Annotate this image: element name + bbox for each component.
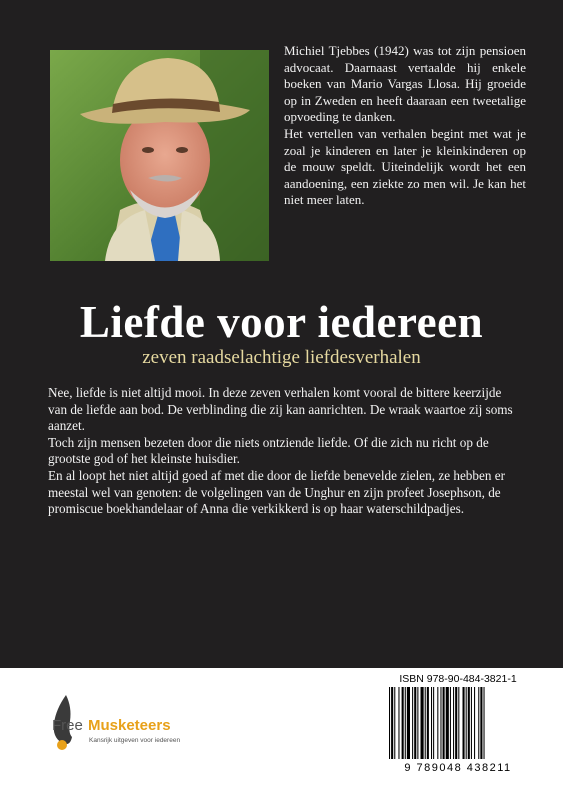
barcode-bar [480,687,482,759]
blurb-paragraph: Toch zijn mensen bezeten door die niets ontziende liefde. Of die zich nu richt op de grootste god of het kleinste huisdier. [48,434,489,467]
barcode-bar [443,687,445,759]
bio-paragraph: Michiel Tjebbes (1942) was tot zijn pensioen advocaat. Daarnaast vertaalde hij enkele boeken van Mario Vargas Llosa. Hij groeide op in Zweden en heeft daaraan een tweetalige opvoeding te danken. [284,43,526,125]
barcode-bar [455,687,457,759]
barcode-bar [414,687,416,759]
isbn-digits: 9 789048 438211 [404,762,512,774]
barcode-bar [458,687,459,759]
isbn-barcode-block [383,673,533,781]
barcode-bar [440,687,441,759]
blurb-paragraph: En al loopt het niet altijd goed af met die door de liefde benevelde zielen, ze hebben er meestal wel van genoten: de volgelingen van de Unghur en zijn profeet Josephson, de promiscue boekhandelaar of Anna die verkikkerd is op haar waterschildpadjes. [48,467,505,517]
barcode-bar [478,687,479,759]
barcode-bar [402,687,404,759]
barcode-bar [433,687,434,759]
barcode-bar [398,687,399,759]
barcode-bar [453,687,454,759]
barcode-bar [468,687,470,759]
barcode-bar [474,687,475,759]
barcode-bar [421,687,424,759]
barcode-bar [391,687,393,759]
barcode-bar [450,687,451,759]
barcode-bar [463,687,465,759]
barcode-bar [425,687,426,759]
book-blurb [48,385,516,518]
isbn-label: ISBN 978-90-484-3821-1 [399,673,517,685]
barcode-bar [471,687,472,759]
author-photo [50,50,269,261]
barcode-bar [417,687,418,759]
barcode-bar [431,687,432,759]
bio-paragraph: Het vertellen van verhalen begint met wat je zoal je kinderen en later je kleinkinderen op de mouw speldt. Uiteindelijk wordt het een aandoening, een ziekte zo men wil. Je kan het niet meer laten. [284,125,526,208]
book-subtitle: zeven raadselachtige liefdesverhalen [142,347,421,368]
publisher-name-musketeers: Musketeers [88,717,171,734]
barcode-bar [437,687,438,759]
barcode-bar [446,687,449,759]
publisher-tagline: Kansrijk uitgeven voor iedereen [89,737,181,744]
book-title: Liefde voor iedereen [79,297,484,347]
barcode-bar [484,687,485,759]
author-bio [284,43,526,209]
barcode [387,687,529,759]
barcode-bar [394,687,395,759]
barcode-bar [389,687,390,759]
barcode-bar [412,687,413,759]
blurb-paragraph: Nee, liefde is niet altijd mooi. In deze zeven verhalen komt vooral de bittere keerzijde van de liefde aan bod. De verblinding die zij kan aanrichten. De wraak waartoe zij soms aanzet. [48,385,513,434]
barcode-bar [427,687,429,759]
barcode-bar [466,687,467,759]
publisher-name-free: Free [52,717,83,734]
barcode-bar [405,687,406,759]
barcode-bar [407,687,410,759]
